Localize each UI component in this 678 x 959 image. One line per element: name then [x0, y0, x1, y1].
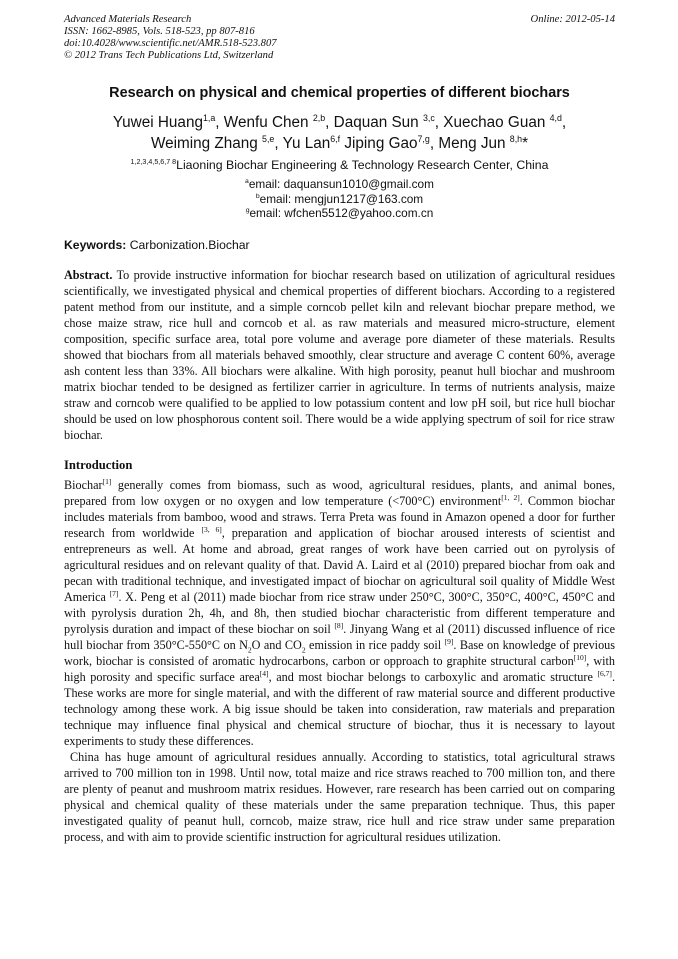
introduction-heading: Introduction: [64, 457, 133, 472]
journal-name: Advanced Materials Research: [64, 14, 192, 25]
author-name: Wenfu Chen: [223, 114, 313, 131]
email-mark: g: [245, 207, 250, 215]
author-name: Jiping Gao: [344, 135, 418, 152]
abstract: [64, 267, 615, 443]
text-run: , and most biochar belongs to carboxylic and aromatic structure: [268, 669, 598, 684]
keywords-text: Carbonization.Biochar: [126, 237, 250, 252]
email-line: [64, 206, 615, 221]
email-mark: a: [245, 178, 249, 186]
email-text[interactable]: email: wfchen5512@yahoo.com.cn: [249, 206, 434, 220]
author-line-2: [64, 133, 615, 154]
journal-info: [64, 14, 277, 62]
author-name: Weiming Zhang: [150, 135, 263, 152]
citation: [1]: [102, 476, 112, 486]
paper-page: [64, 14, 615, 845]
email-text[interactable]: email: mengjun1217@163.com: [259, 191, 424, 206]
email-line: [64, 192, 615, 207]
journal-header: [64, 14, 615, 62]
author-name: Yu Lan: [282, 135, 331, 152]
keywords-label: Keywords:: [64, 237, 127, 252]
citation: [10]: [573, 652, 587, 662]
author-separator: ,: [434, 114, 444, 131]
citation: [8]: [334, 620, 344, 630]
author-name: Xuechao Guan: [443, 114, 550, 131]
author-affiliation-mark: 3,c: [422, 112, 435, 123]
affiliation-marks: 1,2,3,4,5,6,7 8: [130, 157, 177, 166]
author-affiliation-mark: 8,h: [509, 133, 523, 144]
copyright: © 2012 Trans Tech Publications Ltd, Switzerland: [64, 50, 274, 61]
affiliation-text: Liaoning Biochar Engineering & Technology Research Center, China: [176, 158, 549, 172]
author-affiliation-mark: 4,d: [549, 112, 562, 123]
citation: [9]: [444, 636, 454, 646]
citation: [3, 6]: [201, 524, 222, 534]
text-run: , preparation and application of biochar aroused interests of scientist and entrepreneurs as well. At home and abroad, great ranges of work have been carried out on pyrolysis of agricultural residues and on relevant quality of that. David A. Laird et al (2010) prepared biochar from oak and pecan with traditional technique, and investigated impact of biochar on agricultural soil quality of Middle West America: [64, 525, 615, 604]
text-run: . Base on knowledge of previous work, biochar is consisted of aromatic hydrocarbons, carbon or opproach to graphite structural carbon: [64, 637, 616, 668]
email-line: [64, 177, 615, 192]
text-run: . X. Peng et al (2011) made biochar from rice straw under 250°C, 300°C, 350°C, 400°C, 450°C and with pyrolysis duration 2h, 4h, and 8h, then studied biochar characteristic from different temperature and pyrolysis duration and impact of these biochar on soil: [64, 589, 615, 636]
text-run: . Jinyang Wang et al (2011) discussed influence of rice hull biochar from 350°C-550°C on N: [64, 621, 616, 652]
email-text[interactable]: email: daquansun1010@gmail.com: [248, 177, 434, 191]
text-run: , with high porosity and specific surface area: [64, 653, 616, 684]
subscript: 2: [247, 644, 252, 654]
text-run: generally comes from biomass, such as wood, agricultural residues, plants, and animal bones, prepared from low oxygen or no oxygen and low temperature (<700°C) environment: [64, 477, 615, 508]
issn: ISSN: 1662-8985, Vols. 518-523, pp 807-816: [64, 26, 255, 37]
corresponding-author-mark: *: [522, 135, 529, 152]
doi: doi:10.4028/www.scientific.net/AMR.518-523.807: [64, 38, 277, 49]
introduction-paragraph-2: China has huge amount of agricultural residues annually. According to statistics, total agricultural straws arrived to 700 million ton in 1998. Until now, total maize and rice straws reached to 700 million ton, and there are plenty of peanut and mushroom matrix residues. However, rare research has been carried out on comparing physical and chemical quality of these materials under the same preparation technique. Thus, this paper investigated quality of peanut hull, corncob, maize straw, rice hull and rice straw under same preparation process, and with aim to provide scientific instruction for agricultural residues utilization.: [64, 749, 615, 844]
paper-title: Research on physical and chemical properties of different biochars: [109, 85, 570, 101]
author-name: Meng Jun: [438, 135, 510, 152]
email-mark: b: [255, 192, 260, 200]
author-affiliation-mark: 5,e: [262, 133, 275, 144]
email-list: [64, 177, 615, 221]
online-date: Online: 2012-05-14: [530, 14, 615, 25]
author-line-1: [64, 112, 615, 133]
author-separator: ,: [429, 135, 439, 152]
author-separator: ,: [561, 114, 567, 131]
author-separator: ,: [274, 135, 283, 152]
citation: [4]: [259, 668, 269, 678]
author-name: Yuwei Huang: [112, 114, 203, 131]
text-run: . These works are more for single material, and with the different of raw material source and different productive technology among these work. A big issue should be taken into consideration, raw materials and preparation technique may influence final physical and chemical structure of biochar, thus it is necessary to layout experiments to study these differences.: [64, 669, 615, 748]
author-affiliation-mark: 7,g: [417, 133, 430, 144]
citation: [7]: [109, 588, 119, 598]
author-separator: ,: [215, 114, 224, 131]
text-run: . Common biochar includes materials from bamboo, wood and straws. Terra Preta was found in Amazon opened a door for further research from worldwide: [64, 493, 615, 540]
introduction-section: [64, 477, 615, 845]
text-run: O and CO: [251, 637, 302, 652]
author-affiliation-mark: 2,b: [312, 112, 326, 123]
author-name: Daquan Sun: [333, 114, 423, 131]
subscript: 2: [301, 644, 306, 654]
author-separator: ,: [325, 114, 334, 131]
abstract-text: To provide instructive information for biochar research based on utilization of agricultural residues scientifically, we investigated physical and chemical properties of different biochars. According to a registered patent method from our institute, and a simple corncob pellet kiln and relevant biochar prepare method, we chose maize straw, rice hull and corncob et al. as raw materials and measured micro-structure, element composition, specific surface area, total pore volume and average pore diameter of these materials. Results showed that biochars from all materials behaved smoothly, clear structure and average C content 60%, average ash content less than 33%. All biochars were alkaline. With high porosity, peanut hull biochar and mushroom matrix biochar tended to be designed as fertilizer carrier in agriculture. In terms of nutrients analysis, maize straw and corncob were qualified to be applied to low potassium content and low pH soil, but rice hull biochar should be used on low phosphorous content soil. There would be a wide applying spectrum of soil for rice straw biochar.: [64, 267, 615, 442]
author-affiliation-mark: 6,f: [330, 133, 341, 144]
introduction-paragraph-1: [64, 477, 615, 749]
abstract-label: Abstract.: [64, 267, 113, 282]
citation: [6,7]: [597, 668, 612, 678]
author-list: [64, 112, 615, 154]
affiliation: [64, 158, 615, 172]
text-run: Biochar: [64, 477, 103, 492]
text-run: emission in rice paddy soil: [305, 637, 445, 652]
author-affiliation-mark: 1,a: [202, 112, 216, 123]
citation: [1, 2]: [501, 492, 520, 502]
keywords: [64, 238, 615, 252]
